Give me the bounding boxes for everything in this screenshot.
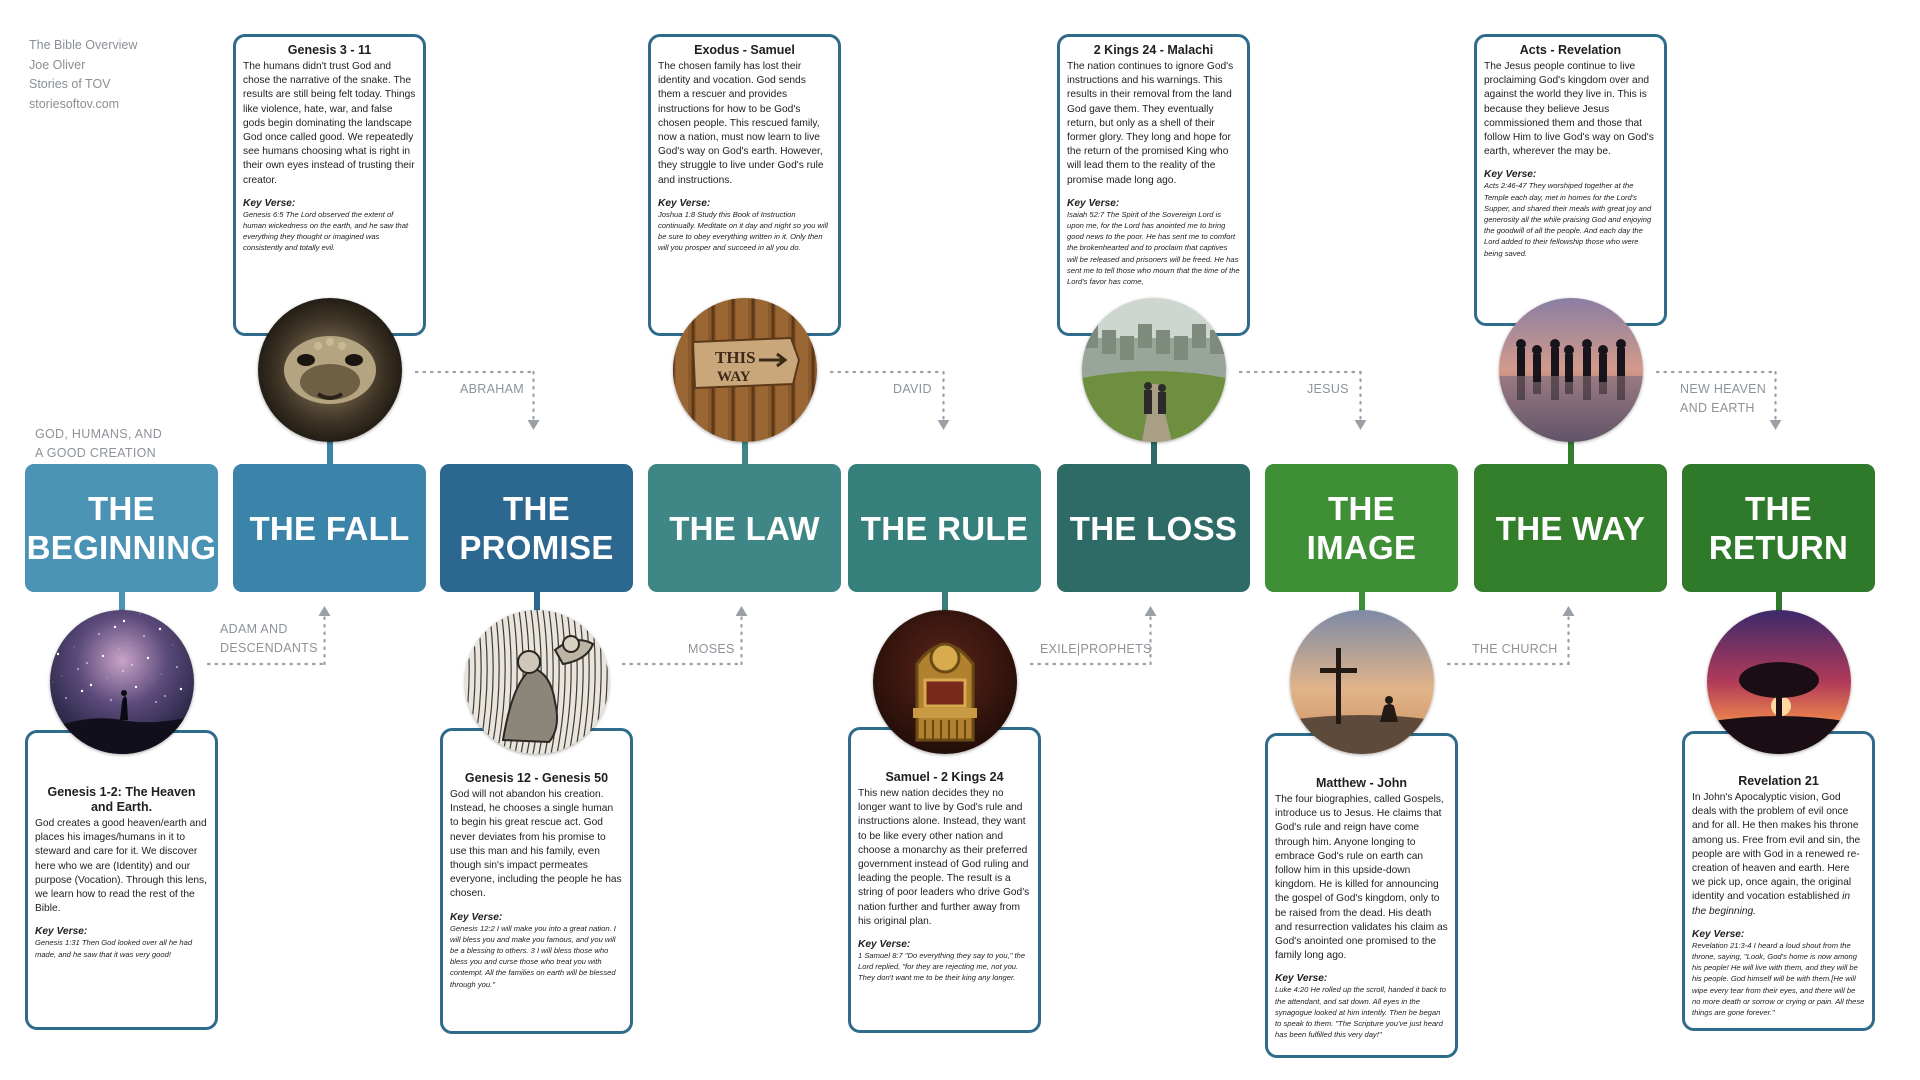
card-body: The Jesus people continue to live proclaiming God's kingdom over and against the world they live in. This is because they believe Jesus commissioned them and those that follow Him to live God's way on God's earth, wherever the may be. xyxy=(1484,61,1654,158)
stage-image xyxy=(873,610,1017,754)
card-title: Genesis 1-2: The Heaven and Earth. xyxy=(47,785,196,814)
stage-image xyxy=(258,298,402,442)
key-verse-heading: Key Verse: xyxy=(35,926,88,938)
stage-card-beginning xyxy=(25,730,218,1030)
key-verse-heading: Key Verse: xyxy=(1692,928,1745,940)
key-verse: Genesis 1:31 Then God looked over all he had made, and he saw that it was very good! xyxy=(35,938,193,959)
transition-label xyxy=(893,380,932,399)
banner-title xyxy=(1496,509,1645,548)
key-verse: Genesis 6:5 The Lord observed the extent of human wickedness on the earth, and he saw that everything they thought or imagined was consistently and totally evil. xyxy=(243,209,409,253)
intro-label-line1: GOD, HUMANS, AND xyxy=(35,427,163,441)
banner-title xyxy=(1709,489,1848,567)
transition-arrow xyxy=(1446,606,1579,670)
credit-brand: Stories of TOV xyxy=(29,77,111,91)
banner-title-line1: THE RULE xyxy=(860,509,1029,547)
stage-card-way xyxy=(1474,34,1667,326)
stage-image xyxy=(1082,298,1226,442)
banner-title-line1: THE FALL xyxy=(249,509,410,547)
night-sky-silhouette-icon xyxy=(50,610,194,754)
intro-label-line2: A GOOD CREATION xyxy=(35,446,156,460)
banner-title-line2: PROMISE xyxy=(459,529,614,566)
transition-label xyxy=(1472,640,1558,659)
card-title: Matthew - John xyxy=(1316,776,1407,790)
card-body: This new nation decides they no longer want to live by God's rule and instructions alone. Instead, they want to be like every other nation and choose a monarchy as their preferred government instead of God ruling and leading the people. The result is a string of poor leaders who drive God's nation further and further away from his original plan. xyxy=(858,788,1030,927)
transition-label xyxy=(1040,640,1152,659)
key-verse: Luke 4:20 He rolled up the scroll, handed it back to the attendant, and sat down. All eyes in the synagogue looked at him intently. Then he began to speak to them. "The Scripture you've just heard has been fulfilled this very day!" xyxy=(1275,985,1446,1040)
abraham-engraving-icon xyxy=(465,610,609,754)
transition-label-line1: THE CHURCH xyxy=(1472,642,1558,656)
transition-arrow xyxy=(1238,370,1371,434)
card-body-emphasis: in the beginning. xyxy=(1692,891,1851,917)
transition-arrow xyxy=(621,606,752,670)
transition-label-line1: MOSES xyxy=(688,642,735,656)
banner-title-line1: THE LOSS xyxy=(1069,509,1238,547)
transition-label xyxy=(688,640,735,659)
card-title: Exodus - Samuel xyxy=(694,43,795,57)
transition-label xyxy=(220,620,318,658)
stage-image xyxy=(1290,610,1434,754)
stage-image xyxy=(673,298,817,442)
card-title: Acts - Revelation xyxy=(1519,43,1622,57)
banner-title xyxy=(27,489,217,567)
credit-title: The Bible Overview xyxy=(29,38,138,52)
banner-title xyxy=(1070,509,1237,548)
stage-banner-law xyxy=(648,464,841,592)
transition-arrow xyxy=(1029,606,1161,670)
card-title: Genesis 12 - Genesis 50 xyxy=(464,771,609,785)
card-body: The humans didn't trust God and chose the narrative of the snake. The results are still being felt today. Things like violence, hate, war, and false gods begin dominating the landscape God once called good. We repeatedly see humans choosing what is right in their own eyes instead of trusting their creator. xyxy=(243,61,416,186)
key-verse: 1 Samuel 8:7 "Do everything they say to you," the Lord replied, "for they are rejecting me, not you. They don't want me to be their king any longer. xyxy=(858,951,1026,983)
card-body: God will not abandon his creation. Instead, he chooses a single human to begin his great rescue act. God never deviates from his promise to use this man and his family, even though sin's impact permeates everyone, including the people he has chosen. xyxy=(450,789,622,900)
transition-label-line1: ABRAHAM xyxy=(460,382,524,396)
sign-text-way: WAY xyxy=(716,369,751,385)
exiles-walking-icon xyxy=(1082,298,1226,442)
banner-title xyxy=(669,509,820,548)
transition-label-line1: JESUS xyxy=(1307,382,1349,396)
transition-label-line2: DESCENDANTS xyxy=(220,641,318,655)
people-silhouettes-icon xyxy=(1499,298,1643,442)
stage-image xyxy=(1707,610,1851,754)
card-body: In John's Apocalyptic vision, God deals with the problem of evil once and for all. He then makes his throne among us. Free from evil and sin, the people are with God in a renewed re-creation of heaven and earth. Here we pick up, once again, the original identity and vocation established in the beginning. xyxy=(1692,792,1861,917)
key-verse: Revelation 21:3-4 I heard a loud shout from the throne, saying, "Look, God's home is now among his people! He will live with them, and they will be his people. God himself will be with them.[He will wipe every tear from their eyes, and there will be no more death or sorrow or crying or pain. All these things are gone forever." xyxy=(1692,940,1865,1018)
transition-label-line2: AND EARTH xyxy=(1680,401,1755,415)
stage-banner-loss xyxy=(1057,464,1250,592)
stage-banner-beginning xyxy=(25,464,218,592)
stage-banner-image xyxy=(1265,464,1458,592)
throne-icon xyxy=(873,610,1017,754)
card-body: The chosen family has lost their identity and vocation. God sends them a rescuer and provides instructions for how to be God's chosen people. This rescued family, now a nation, must now learn to live God's way on God's earth. However, they struggle to live under God's rule and instructions. xyxy=(658,61,824,186)
key-verse-heading: Key Verse: xyxy=(658,197,711,209)
key-verse-heading: Key Verse: xyxy=(243,197,296,209)
this-way-sign-icon xyxy=(673,298,817,442)
transition-label-line1: ADAM AND xyxy=(220,622,288,636)
banner-title-line1: THE WAY xyxy=(1495,509,1646,547)
banner-title xyxy=(459,489,613,567)
key-verse: Isaiah 52:7 The Spirit of the Sovereign Lord is upon me, for the Lord has anointed me to bring good news to the poor. He has sent me to comfort the brokenhearted and to proclaim that captives will be released and prisoners will be freed. He has sent me to tell those who mourn that the time of the Lord's favor has come, xyxy=(1067,209,1240,287)
card-title: Revelation 21 xyxy=(1738,774,1819,788)
card-title: 2 Kings 24 - Malachi xyxy=(1093,43,1214,57)
tree-sunset-icon xyxy=(1707,610,1851,754)
stage-image xyxy=(465,610,609,754)
banner-title xyxy=(1307,489,1417,567)
transition-label-line1: DAVID xyxy=(893,382,932,396)
banner-title-line2: RETURN xyxy=(1708,529,1849,566)
key-verse-heading: Key Verse: xyxy=(858,939,911,951)
stage-banner-way xyxy=(1474,464,1667,592)
stage-card-law xyxy=(648,34,841,336)
banner-title-line2: BEGINNING xyxy=(26,529,217,566)
transition-label xyxy=(1307,380,1349,399)
stage-card-fall xyxy=(233,34,426,336)
stage-card-loss xyxy=(1057,34,1250,336)
credit-website: storiesoftov.com xyxy=(29,96,120,111)
stage-banner-promise xyxy=(440,464,633,592)
banner-title-line1: THE LAW xyxy=(669,509,820,547)
stage-card-promise xyxy=(440,728,633,1034)
stage-banner-return xyxy=(1682,464,1875,592)
stage-card-return xyxy=(1682,731,1875,1031)
banner-title xyxy=(861,509,1028,548)
stage-card-rule xyxy=(848,727,1041,1033)
transition-label-line1: NEW HEAVEN xyxy=(1680,382,1767,396)
credit-author: Joe Oliver xyxy=(29,57,86,72)
transition-label-line1: EXILE|PROPHETS xyxy=(1040,642,1152,656)
key-verse-heading: Key Verse: xyxy=(1275,973,1328,985)
banner-title-line2: IMAGE xyxy=(1306,529,1417,566)
transition-arrow xyxy=(829,370,954,434)
stage-card-image xyxy=(1265,733,1458,1058)
cross-sunset-icon xyxy=(1290,610,1434,754)
banner-title-line1: THE xyxy=(503,490,570,527)
card-body: God creates a good heaven/earth and places his images/humans in it to steward and care for it. We discover here who we are (Identity) and our purpose (Vocation). Through this lens, we learn how to read the rest of the Bible. xyxy=(35,818,207,915)
snake-head-icon xyxy=(258,298,402,442)
transition-label xyxy=(460,380,524,399)
key-verse: Acts 2:46-47 They worshiped together at the Temple each day, met in homes for the Lord's Supper, and shared their meals with great joy and generosity all the while praising God and enjoying the goodwill of all the people. And each day the Lord added to their fellowship those who were being saved. xyxy=(1484,181,1652,258)
banner-title xyxy=(249,509,409,548)
card-title: Genesis 3 - 11 xyxy=(287,43,372,57)
stage-image xyxy=(50,610,194,754)
key-verse: Joshua 1:8 Study this Book of Instruction continually. Meditate on it day and night so you will be sure to obey everything written in it. Only then will you prosper and succeed in all you do. xyxy=(658,209,828,253)
sign-text-this: THIS xyxy=(714,348,756,367)
banner-title-line1: THE xyxy=(1745,490,1812,527)
transition-label xyxy=(1680,380,1766,418)
banner-title-line1: THE xyxy=(88,490,155,527)
banner-title-line1: THE xyxy=(1328,490,1395,527)
card-body: The four biographies, called Gospels, introduce us to Jesus. He claims that God's rule and reign have come through him. Anyone longing to embrace God's rule on earth can follow him in this upside-down kingdom. He is killed for announcing the gospel of God's kingdom, only to be raised from the dead. His death and resurrection validates his claim as God's anointed one promised to the family long ago. xyxy=(1275,794,1448,962)
key-verse: Genesis 12:2 I will make you into a great nation. I will bless you and make you famous, and you will be a blessing to others. 3 I will bless those who bless you and curse those who treat you with contempt. All the families on earth will be blessed through you." xyxy=(450,923,616,989)
stage-image xyxy=(1499,298,1643,442)
key-verse-heading: Key Verse: xyxy=(1484,169,1537,181)
key-verse-heading: Key Verse: xyxy=(1067,197,1120,209)
card-title: Samuel - 2 Kings 24 xyxy=(885,770,1004,784)
key-verse-heading: Key Verse: xyxy=(450,911,503,923)
stage-banner-fall xyxy=(233,464,426,592)
stage-banner-rule xyxy=(848,464,1041,592)
card-body: The nation continues to ignore God's instructions and his warnings. This results in their removal from the land God gave them. They eventually return, but only as a shell of their former glory. They long and hope for the return of the promised King who will lead them to the reality of the promise made long ago. xyxy=(1067,61,1234,186)
